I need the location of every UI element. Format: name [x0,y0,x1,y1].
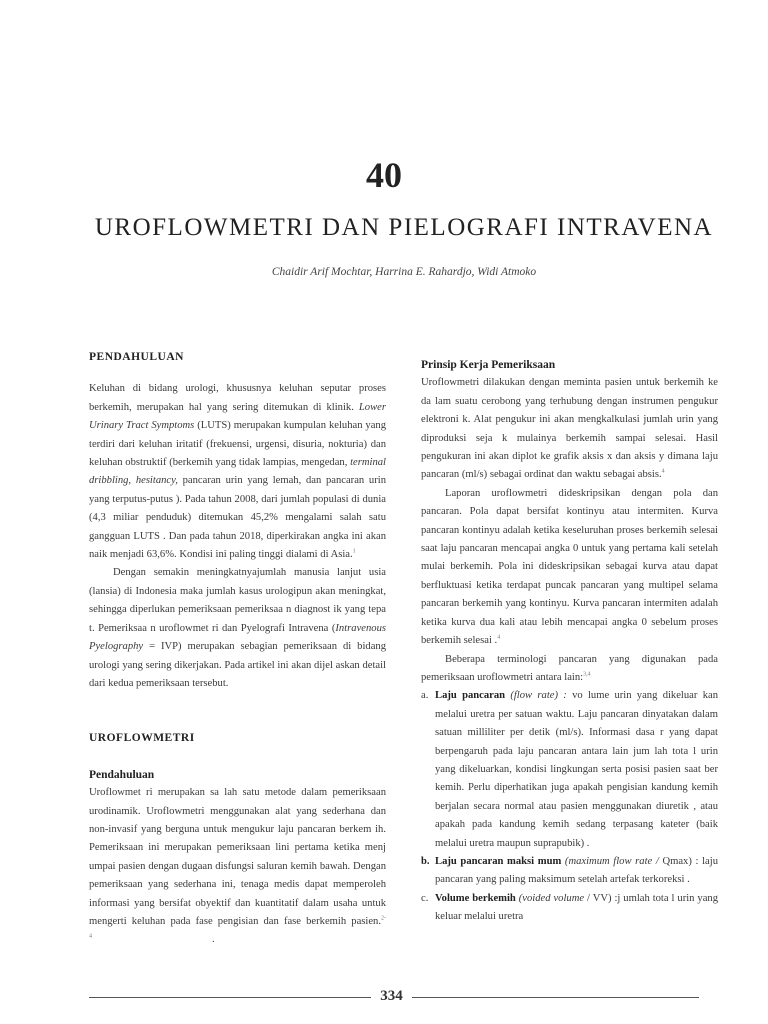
list-term: Laju pancaran [435,690,506,702]
reference-mark: 3,4 [583,671,591,678]
text-run: pancaran urin yang lemah, dan pancaran urin yang terputus-putus ). Pada tahun 2008, dari jumlah populasi di dunia (4,3 miliar penduduk) ditemukan 45,2% mengalami salah satu gangguan LUTS . Dan pada tahun 2018, diperkirakan angka ini akan naik menjadi 63,6%. Kondisi ini paling tinggi dialami di Asia. [89,475,386,561]
text-run: Laporan uroflowmetri dideskripsikan dengan pola dan pancaran. Pola dapat bersifat kontinyu atau intermiten. Kurva pancaran kontinyu adalah ketika keseluruhan proses berkemih selesai saat laju pancaran mencapai angka 0 untuk yang pertama kali setelah mulai berkemih. Pola ini dideskripsikan sebagai kurva atau dapat berfluktuasi ketika terdapat puncak pancaran yang multipel selama pancaran berkemih yang kontinyu. Kurva pancaran intermiten adalah ketika kurva dua kali atau lebih mencapai angka 0 sebelum proses berkemih selesai . [421,487,718,647]
paragraph-prinsip-3 [421,651,718,688]
text-run: . [212,934,215,946]
text-run: Qmax) : laju pancaran yang paling maksimum setelah artefak terkoreksi . [435,855,718,886]
text-italic: (maximum flow rate / [561,855,663,867]
text-italic: Intravenous Pyelography [89,622,386,653]
paragraph-uro-1 [89,784,386,950]
chapter-number: 40 [366,155,402,195]
text-run: Dengan semakin meningkatnyajumlah manusia lanjut usia (lansia) di Indonesia maka jumlah kasus urologipun akan meningkat, sehingga diperlukan pemeriksaan pemeriksaa n diagnost ik yang tepa t. Pemeriksaa n uroflowmet ri dan Pyelografi Intravena ( [89,567,386,634]
reference-mark: 4 [661,468,665,475]
list-marker: b. [421,855,430,867]
reference-mark: 4 [497,634,501,641]
text-run: (LUTS) merupakan kumpulan keluhan yang terdiri dari keluhan iritatif (frekuensi, urgensi, disuria, nokturia) dan keluhan obstruktif (berkemih yang tidak lampias, mengedan, [89,420,387,469]
footer-rule-right [412,997,699,998]
list-item-laju-pancaran [421,687,718,853]
text-run: = IVP) merupakan sebagian pemeriksaan di bidang urologi yang sering dikerjakan. Pada artikel ini akan dijel askan detail dari kedua pemeriksaan tersebut. [89,641,386,689]
section-heading-uroflowmetri: UROFLOWMETRI [89,732,195,745]
list-marker: c. [421,892,429,904]
text-run: Keluhan di bidang urologi, khususnya keluhan seputar proses berkemih, merupakan hal yang sering ditemukan di klinik. [89,383,386,413]
right-column [421,356,718,927]
list-item-volume-berkemih [421,890,718,927]
footer-rule-left [89,997,371,998]
list-term: Volume berkemih [435,892,516,904]
section-heading-pendahuluan: PENDAHULUAN [89,351,184,363]
paragraph-prinsip-1 [421,374,718,484]
list-term: Laju pancaran maksi mum [435,855,562,867]
text-run: / VV) :j umlah tota l urin yang keluar melalui uretra [435,892,718,923]
text-run: Uroflowmetri dilakukan dengan meminta pasien untuk berkemih ke da lam suatu cerobong yang terhubung dengan instrumen pengukur elektroni k. Alat pengukur ini akan mengkalkulasi jumlah urin yang diproduksi seja k mulainya berkemih sampai selesai. Hasil pengukuran ini akan diplot ke grafik aksis x dan aksis y dimana laju pancaran (ml/s) sebagai ordinat dan waktu sebagai absis. [421,377,718,481]
reference-mark: 2-4 [89,915,386,940]
list-item-laju-maksimum [421,853,718,890]
reference-mark: 1 [352,548,356,555]
left-column [89,348,386,950]
page-number: 334 [380,988,403,1004]
text-italic: Lower Urinary Tract Symptoms [89,401,386,432]
subheading-pendahuluan: Pendahuluan [89,768,155,781]
text-italic: (voided volume [515,892,585,904]
text-italic: terminal dribbling, hesitancy, [89,457,386,487]
text-run: Uroflowmet ri merupakan sa lah satu metode dalam pemeriksaan urodinamik. Uroflowmetri menggunakan alat yang sederhana dan non-invasif yang berguna untuk mengukur laju pancaran berkem ih. Pemeriksaan ini merupakan pemeriksaan lini pertama ketika menj umpai pasien dengan dugaan disfungsi saluran kemih bawah. Dengan pemeriksaan yang sederhana ini, tenaga medis dapat memperoleh informasi yang bersifat obyektif dan kuantitatif dalam usaha untuk mengerti keluhan pada fase pengisian dan fase berkemih pasien. [89,787,386,927]
text-italic: (flow rate) : [505,690,567,702]
subheading-prinsip-kerja: Prinsip Kerja Pemeriksaan [421,359,556,371]
list-marker: a. [421,690,429,702]
text-run: Beberapa terminologi pancaran yang digunakan pada pemeriksaan uroflowmetri antara lain: [421,653,718,683]
paragraph-intro-2 [89,564,386,693]
paragraph-intro-1 [89,380,386,564]
paragraph-prinsip-2 [421,485,718,651]
text-run: vo lume urin yang dikeluar kan melalui uretra per satuan waktu. Laju pancaran dinyatakan dalam satuan milliliter per detik (ml/s). Informasi dasa r yang dapat berpengaruh pada laju pancaran antara lain jum lah tota l urin yang dikeluarkan, kondisi lingkungan serta posisi pasien saat ber kemih. Perlu diperhatikan juga apakah pengisian kandung kemih berjalan secara normal atau pasien menggunakan diuretik , atau apakah pada kandung kemih sedang terpasang kateter (baik melalui uretra maupun suprapubik) . [435,690,718,849]
chapter-title: UROFLOWMETRI DAN PIELOGRAFI INTRAVENA [94,214,714,241]
chapter-authors: Chaidir Arif Mochtar, Harrina E. Rahardjo, Widi Atmoko [271,266,537,278]
